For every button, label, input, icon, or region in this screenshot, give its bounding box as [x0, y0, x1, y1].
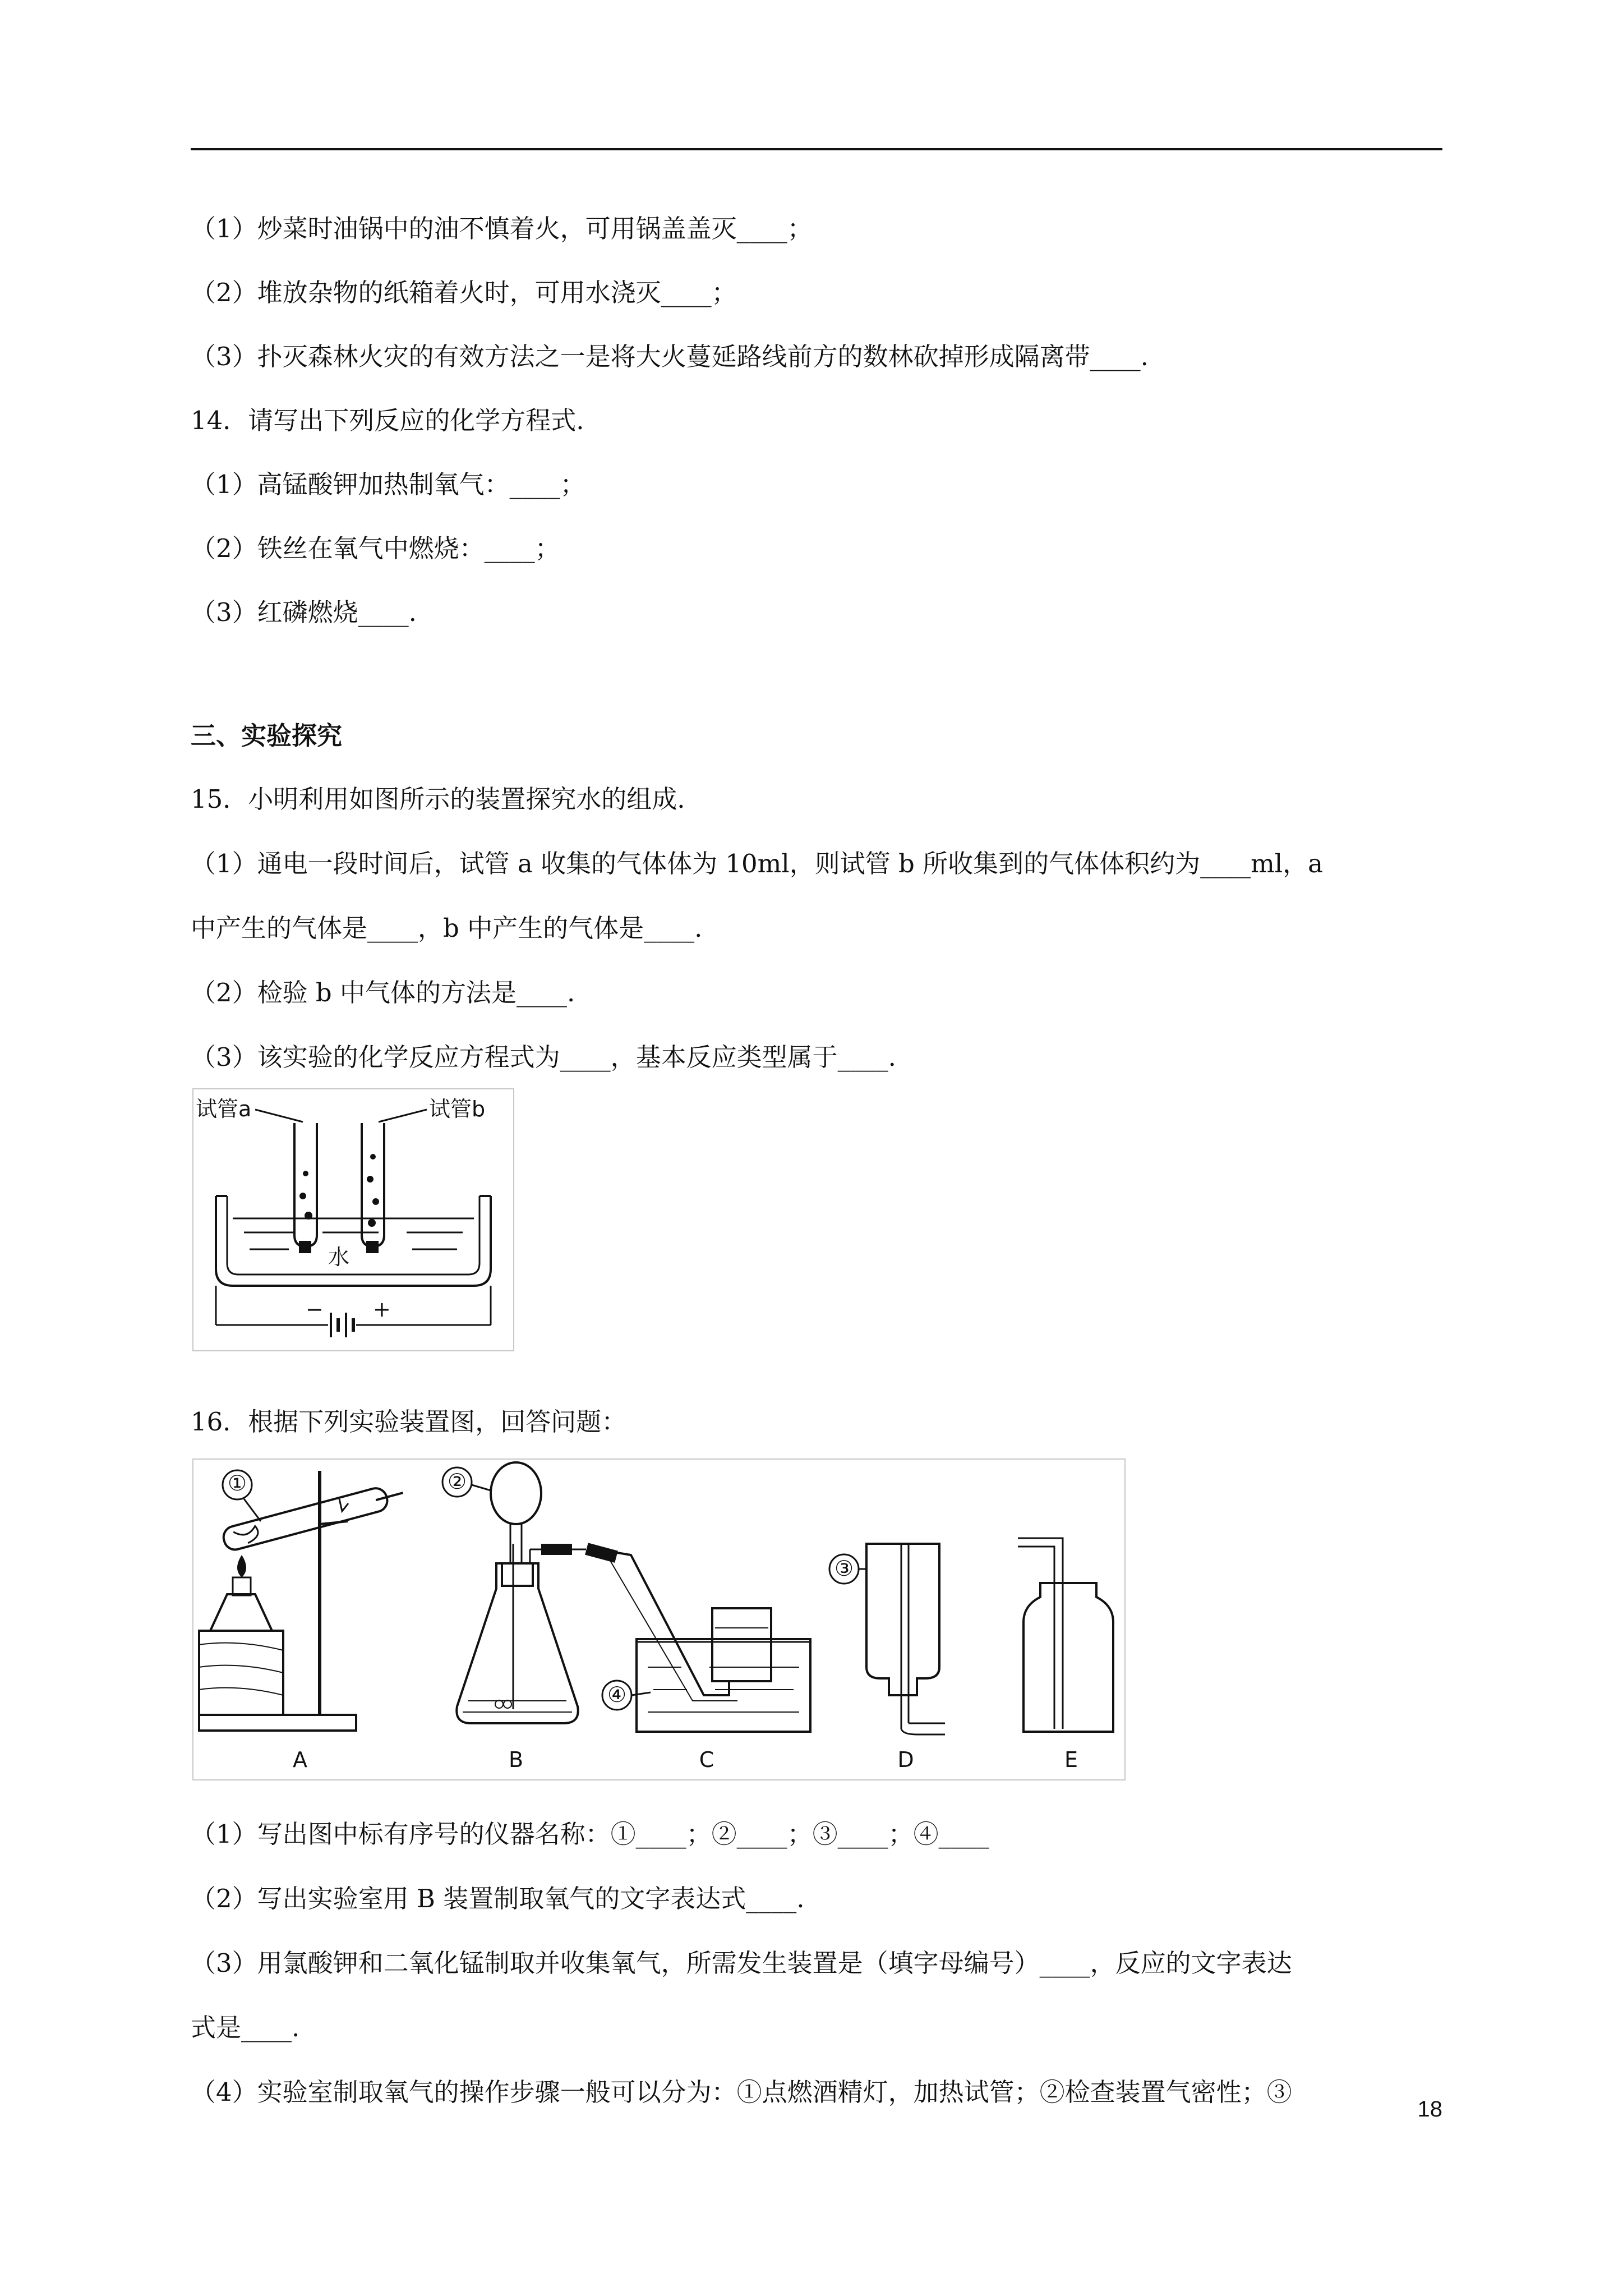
q15-item-1-line-2: 中产生的气体是____，b 中产生的气体是____.	[191, 913, 703, 943]
tube-b-label: 试管b	[429, 1097, 486, 1121]
q16-title: 16．根据下列实验装置图，回答问题：	[191, 1407, 627, 1437]
q15-item-3: （3）该实验的化学反应方程式为____，基本反应类型属于____.	[191, 1042, 896, 1072]
label-A: A	[293, 1747, 307, 1772]
q15-item-1-line-1: （1）通电一段时间后，试管 a 收集的气体体为 10ml，则试管 b 所收集到的气体体积约为____ml，a	[191, 849, 1324, 878]
electrolysis-diagram	[193, 1089, 513, 1350]
q15-title: 15．小明利用如图所示的装置探究水的组成.	[191, 784, 685, 814]
q16-item-1: （1）写出图中标有序号的仪器名称：①____；②____；③____；④____	[191, 1819, 989, 1849]
q16-item-4: （4）实验室制取氧气的操作步骤一般可以分为：①点燃酒精灯，加热试管；②检查装置气密性；③	[191, 2077, 1292, 2107]
q15-item-2: （2）检验 b 中气体的方法是____.	[191, 978, 575, 1007]
apparatus-figure	[192, 1458, 1126, 1780]
mark-3: ③	[834, 1556, 854, 1581]
section-heading: 三、实验探究	[191, 721, 343, 751]
page-number: 18	[1417, 2097, 1442, 2122]
label-B: B	[508, 1747, 524, 1772]
q14-item-2: （2）铁丝在氧气中燃烧：____；	[191, 533, 560, 563]
label-C: C	[699, 1747, 714, 1772]
plus-label: +	[373, 1297, 391, 1322]
apparatus-diagram	[193, 1460, 1124, 1779]
mark-1: ①	[227, 1471, 247, 1496]
q14-item-3: （3）红磷燃烧____.	[191, 597, 417, 627]
q13-item-2: （2）堆放杂物的纸箱着火时，可用水浇灭____；	[191, 278, 737, 307]
water-label: 水	[328, 1245, 350, 1269]
electrolysis-figure	[192, 1088, 514, 1351]
q13-item-1: （1）炒菜时油锅中的油不慎着火，可用锅盖盖灭____；	[191, 214, 813, 243]
label-E: E	[1064, 1747, 1078, 1772]
header-rule	[191, 148, 1442, 150]
minus-label: −	[306, 1297, 324, 1322]
q16-item-2: （2）写出实验室用 B 装置制取氧气的文字表达式____.	[191, 1884, 805, 1913]
q13-item-3: （3）扑灭森林火灾的有效方法之一是将大火蔓延路线前方的数林砍掉形成隔离带____.	[191, 342, 1149, 371]
mark-4: ④	[607, 1682, 627, 1707]
q14-item-1: （1）高锰酸钾加热制氧气：____；	[191, 470, 585, 499]
q16-item-3-line-2: 式是____.	[191, 2013, 300, 2042]
q14-title: 14．请写出下列反应的化学方程式.	[191, 406, 584, 435]
q16-item-3-line-1: （3）用氯酸钾和二氧化锰制取并收集氧气，所需发生装置是（填字母编号）____，反应的文字表达	[191, 1948, 1292, 1978]
label-D: D	[897, 1747, 914, 1772]
mark-2: ②	[447, 1469, 467, 1494]
tube-a-label: 试管a	[196, 1097, 252, 1121]
